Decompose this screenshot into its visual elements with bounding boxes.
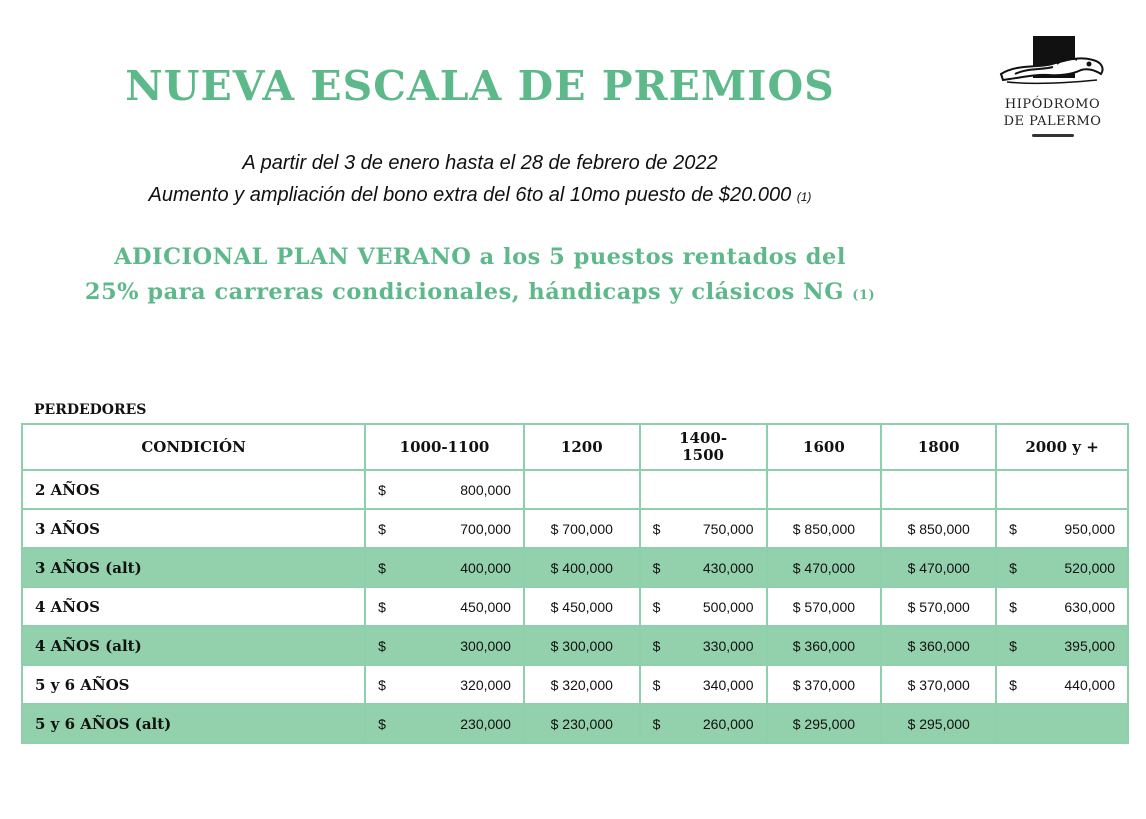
prize-value: $ 850,000 — [907, 520, 970, 537]
currency-symbol: $ — [652, 715, 661, 732]
column-header: 1000-1100 — [365, 424, 524, 470]
prize-cell — [767, 509, 882, 548]
hipodromo-logo — [995, 34, 1110, 154]
currency-symbol: $ — [378, 598, 386, 615]
horse-logo-icon — [997, 34, 1109, 96]
prize-value — [372, 521, 517, 537]
prize-cell — [365, 704, 524, 743]
prize-value: $ 570,000 — [792, 598, 856, 615]
prize-value — [372, 599, 517, 615]
prize-cell — [767, 587, 882, 626]
currency-symbol: $ — [378, 481, 386, 498]
prize-value — [372, 560, 517, 576]
prize-cell — [640, 626, 767, 665]
prize-cell — [881, 548, 996, 587]
prize-value: $ 360,000 — [792, 637, 856, 654]
prize-value — [1003, 560, 1121, 576]
prize-value: $ 450,000 — [550, 598, 613, 615]
prize-cell — [767, 665, 882, 704]
subtitle-dates-text: A partir del 3 de enero hasta el 28 de febrero de 2022 — [242, 152, 718, 174]
column-header-text: 1400- 1500 — [679, 429, 728, 464]
prize-cell — [365, 470, 524, 509]
currency-symbol: $ — [1009, 520, 1017, 537]
condition-cell: 5 y 6 AÑOS — [22, 665, 365, 704]
prize-cell — [996, 509, 1128, 548]
condition-cell: 3 AÑOS (alt) — [22, 548, 365, 587]
amount: 230,000 — [460, 715, 511, 732]
prize-cell — [881, 704, 996, 743]
amount: 260,000 — [702, 715, 754, 732]
plan-verano-line-2 — [0, 279, 960, 305]
prize-value — [372, 716, 517, 732]
prize-cell — [640, 509, 767, 548]
prize-cell — [996, 626, 1128, 665]
table-row — [22, 587, 1128, 626]
currency-symbol: $ — [652, 676, 661, 693]
table-row — [22, 470, 1128, 509]
amount: 800,000 — [460, 481, 511, 498]
prize-cell — [365, 548, 524, 587]
subtitle-bonus-text: Aumento y ampliación del bono extra del 6to al 10mo puesto de $20.000 — [148, 184, 792, 206]
currency-symbol: $ — [1009, 637, 1017, 654]
condition-cell: 4 AÑOS (alt) — [22, 626, 365, 665]
table-row — [22, 548, 1128, 587]
prize-value — [372, 677, 517, 693]
prize-cell — [524, 626, 640, 665]
prize-value: $ 320,000 — [550, 676, 613, 693]
currency-symbol: $ — [378, 715, 386, 732]
prize-value: $ 470,000 — [792, 559, 856, 576]
prize-cell — [881, 665, 996, 704]
prize-value — [647, 677, 760, 693]
amount: 630,000 — [1064, 598, 1115, 615]
prize-value: $ 400,000 — [550, 559, 613, 576]
column-header — [640, 424, 767, 470]
column-header: 2000 y + — [996, 424, 1128, 470]
currency-symbol: $ — [652, 559, 661, 576]
prize-value: $ 470,000 — [907, 559, 970, 576]
prize-value — [647, 599, 760, 615]
prize-value: $ 850,000 — [792, 520, 856, 537]
subtitle-dates — [0, 152, 960, 175]
amount: 320,000 — [460, 676, 511, 693]
amount: 400,000 — [460, 559, 511, 576]
prize-cell — [767, 548, 882, 587]
prize-cell — [365, 587, 524, 626]
prize-value: $ 700,000 — [550, 520, 613, 537]
condition-cell: 3 AÑOS — [22, 509, 365, 548]
prize-value — [372, 638, 517, 654]
currency-symbol: $ — [1009, 598, 1017, 615]
prize-value — [1003, 638, 1121, 654]
column-header: 1800 — [881, 424, 996, 470]
amount: 300,000 — [460, 637, 511, 654]
plan-verano-line-1-text: ADICIONAL PLAN VERANO a los 5 puestos rentados del — [114, 244, 846, 270]
prize-cell — [767, 704, 882, 743]
prize-cell — [881, 470, 996, 509]
prize-value: $ 295,000 — [792, 715, 856, 732]
prize-value: $ 300,000 — [550, 637, 613, 654]
prize-cell — [524, 548, 640, 587]
currency-symbol: $ — [378, 520, 386, 537]
prize-value — [647, 521, 760, 537]
amount: 500,000 — [702, 598, 754, 615]
prize-cell — [365, 665, 524, 704]
prize-value — [1003, 599, 1121, 615]
column-header: CONDICIÓN — [22, 424, 365, 470]
condition-cell: 2 AÑOS — [22, 470, 365, 509]
table-row — [22, 665, 1128, 704]
prize-value: $ 370,000 — [907, 676, 970, 693]
prize-table — [21, 423, 1129, 744]
logo-line-2: DE PALERMO — [1003, 114, 1102, 129]
amount: 340,000 — [702, 676, 754, 693]
prize-cell — [996, 665, 1128, 704]
prize-cell — [524, 587, 640, 626]
amount: 700,000 — [460, 520, 511, 537]
subtitle-bonus — [0, 184, 960, 207]
prize-value — [647, 716, 760, 732]
section-label: PERDEDORES — [34, 402, 147, 418]
prize-cell — [640, 665, 767, 704]
prize-value: $ 230,000 — [550, 715, 613, 732]
amount: 440,000 — [1064, 676, 1115, 693]
prize-cell — [881, 587, 996, 626]
plan-verano-note: (1) — [852, 288, 876, 303]
prize-value — [1003, 677, 1121, 693]
amount: 950,000 — [1064, 520, 1115, 537]
amount: 750,000 — [702, 520, 754, 537]
currency-symbol: $ — [652, 520, 661, 537]
prize-cell — [767, 626, 882, 665]
subtitle-bonus-note: (1) — [796, 190, 812, 204]
prize-value: $ 360,000 — [907, 637, 970, 654]
prize-cell — [767, 470, 882, 509]
prize-cell — [640, 470, 767, 509]
prize-cell — [881, 509, 996, 548]
prize-cell — [524, 665, 640, 704]
prize-value: $ 570,000 — [907, 598, 970, 615]
prize-cell — [640, 548, 767, 587]
plan-verano-line-1 — [0, 244, 960, 270]
amount: 520,000 — [1064, 559, 1115, 576]
plan-verano-line-2-text: 25% para carreras condicionales, hándicaps y clásicos NG — [84, 279, 844, 305]
table-row — [22, 704, 1128, 743]
prize-cell — [524, 704, 640, 743]
prize-value — [647, 560, 760, 576]
condition-cell: 5 y 6 AÑOS (alt) — [22, 704, 365, 743]
page-title: NUEVA ESCALA DE PREMIOS — [125, 62, 835, 110]
prize-cell — [365, 509, 524, 548]
column-header: 1200 — [524, 424, 640, 470]
prize-cell — [881, 626, 996, 665]
currency-symbol: $ — [378, 637, 386, 654]
prize-value — [647, 638, 760, 654]
prize-value — [1003, 521, 1121, 537]
table-header-row — [22, 424, 1128, 470]
amount: 450,000 — [460, 598, 511, 615]
prize-cell — [365, 626, 524, 665]
amount: 330,000 — [702, 637, 754, 654]
prize-value: $ 295,000 — [907, 715, 970, 732]
prize-cell — [640, 587, 767, 626]
column-header: 1600 — [767, 424, 882, 470]
currency-symbol: $ — [652, 637, 661, 654]
condition-cell: 4 AÑOS — [22, 587, 365, 626]
prize-value — [372, 482, 517, 498]
prize-cell — [996, 704, 1128, 743]
prize-cell — [996, 548, 1128, 587]
prize-cell — [996, 587, 1128, 626]
table-row — [22, 626, 1128, 665]
currency-symbol: $ — [378, 559, 386, 576]
table-row — [22, 509, 1128, 548]
prize-value: $ 370,000 — [792, 676, 856, 693]
prize-cell — [640, 704, 767, 743]
logo-underline — [1032, 134, 1074, 137]
prize-cell — [524, 470, 640, 509]
prize-cell — [996, 470, 1128, 509]
currency-symbol: $ — [1009, 559, 1017, 576]
amount: 395,000 — [1064, 637, 1115, 654]
logo-line-1: HIPÓDROMO — [1004, 97, 1101, 112]
currency-symbol: $ — [378, 676, 386, 693]
currency-symbol: $ — [652, 598, 661, 615]
prize-cell — [524, 509, 640, 548]
amount: 430,000 — [702, 559, 754, 576]
currency-symbol: $ — [1009, 676, 1017, 693]
